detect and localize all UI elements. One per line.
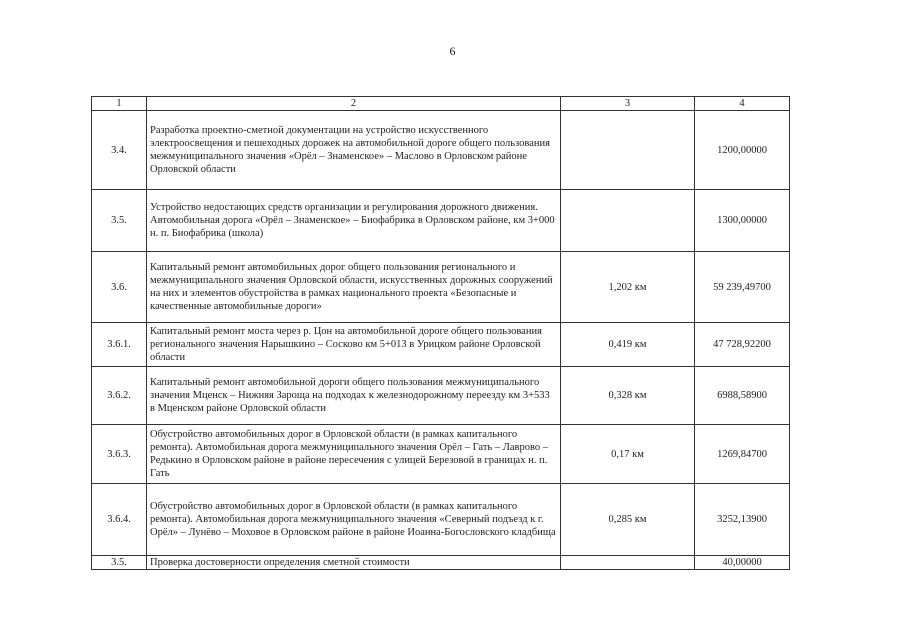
row-number: 3.6.3. bbox=[92, 425, 147, 484]
column-header-1: 1 bbox=[92, 97, 147, 111]
table-row bbox=[92, 484, 790, 556]
row-quantity bbox=[561, 556, 695, 570]
row-quantity bbox=[561, 190, 695, 252]
row-description: Проверка достоверности определения сметной стоимости bbox=[147, 556, 561, 570]
column-header-2: 2 bbox=[147, 97, 561, 111]
column-header-3: 3 bbox=[561, 97, 695, 111]
table-row bbox=[92, 556, 790, 570]
table-row bbox=[92, 111, 790, 190]
row-number: 3.5. bbox=[92, 556, 147, 570]
row-amount: 1269,84700 bbox=[695, 425, 790, 484]
row-amount: 47 728,92200 bbox=[695, 323, 790, 367]
row-number: 3.4. bbox=[92, 111, 147, 190]
table-header-row bbox=[92, 97, 790, 111]
row-number: 3.6.1. bbox=[92, 323, 147, 367]
row-number: 3.6.2. bbox=[92, 367, 147, 425]
budget-table bbox=[91, 96, 790, 570]
row-description: Капитальный ремонт автомобильных дорог общего пользования регионального и межмуниципального значения Орловской области, искусственных дорожных сооружений на них и элементов обустройства в рамках национального проекта «Безопасные и качественные автомобильные дороги» bbox=[147, 252, 561, 323]
row-description: Капитальный ремонт автомобильной дороги общего пользования межмуниципального значения Мценск – Нижняя Зароща на подходах к железнодорожному переезду км 3+533 в Мценском районе Орловской области bbox=[147, 367, 561, 425]
row-description: Разработка проектно-сметной документации на устройство искусственного электроосвещения и пешеходных дорожек на автомобильной дороге общего пользования межмуниципального значения «Орёл – Знаменское» – Маслово в Орловском районе Орловской области bbox=[147, 111, 561, 190]
row-amount: 6988,58900 bbox=[695, 367, 790, 425]
row-amount: 3252,13900 bbox=[695, 484, 790, 556]
row-quantity: 0,328 км bbox=[561, 367, 695, 425]
row-quantity: 1,202 км bbox=[561, 252, 695, 323]
row-description: Обустройство автомобильных дорог в Орловской области (в рамках капитального ремонта). Автомобильная дорога межмуниципального значения «Северный подъезд к г. Орёл» – Лунёво – Моховое в Орловском районе в районе Иоанна-Богословского кладбища bbox=[147, 484, 561, 556]
row-number: 3.6.4. bbox=[92, 484, 147, 556]
row-amount: 59 239,49700 bbox=[695, 252, 790, 323]
table-row bbox=[92, 367, 790, 425]
table-row bbox=[92, 252, 790, 323]
row-number: 3.5. bbox=[92, 190, 147, 252]
column-header-4: 4 bbox=[695, 97, 790, 111]
row-amount: 40,00000 bbox=[695, 556, 790, 570]
table-row bbox=[92, 323, 790, 367]
row-amount: 1300,00000 bbox=[695, 190, 790, 252]
row-quantity: 0,17 км bbox=[561, 425, 695, 484]
table-row bbox=[92, 190, 790, 252]
row-quantity bbox=[561, 111, 695, 190]
row-number: 3.6. bbox=[92, 252, 147, 323]
row-description: Капитальный ремонт моста через р. Цон на автомобильной дороге общего пользования регионального значения Нарышкино – Сосково км 5+013 в Урицком районе Орловской области bbox=[147, 323, 561, 367]
page-number: 6 bbox=[449, 44, 456, 58]
row-amount: 1200,00000 bbox=[695, 111, 790, 190]
row-description: Устройство недостающих средств организации и регулирования дорожного движения. Автомобильная дорога «Орёл – Знаменское» – Биофабрика в Орловском районе, км 3+000 н. п. Биофабрика (школа) bbox=[147, 190, 561, 252]
table-row bbox=[92, 425, 790, 484]
row-quantity: 0,285 км bbox=[561, 484, 695, 556]
row-quantity: 0,419 км bbox=[561, 323, 695, 367]
row-description: Обустройство автомобильных дорог в Орловской области (в рамках капитального ремонта). Автомобильная дорога межмуниципального значения Орёл – Гать – Лаврово – Редькино в Орловском районе в районе пересечения с улицей Березовой в границах н. п. Гать bbox=[147, 425, 561, 484]
